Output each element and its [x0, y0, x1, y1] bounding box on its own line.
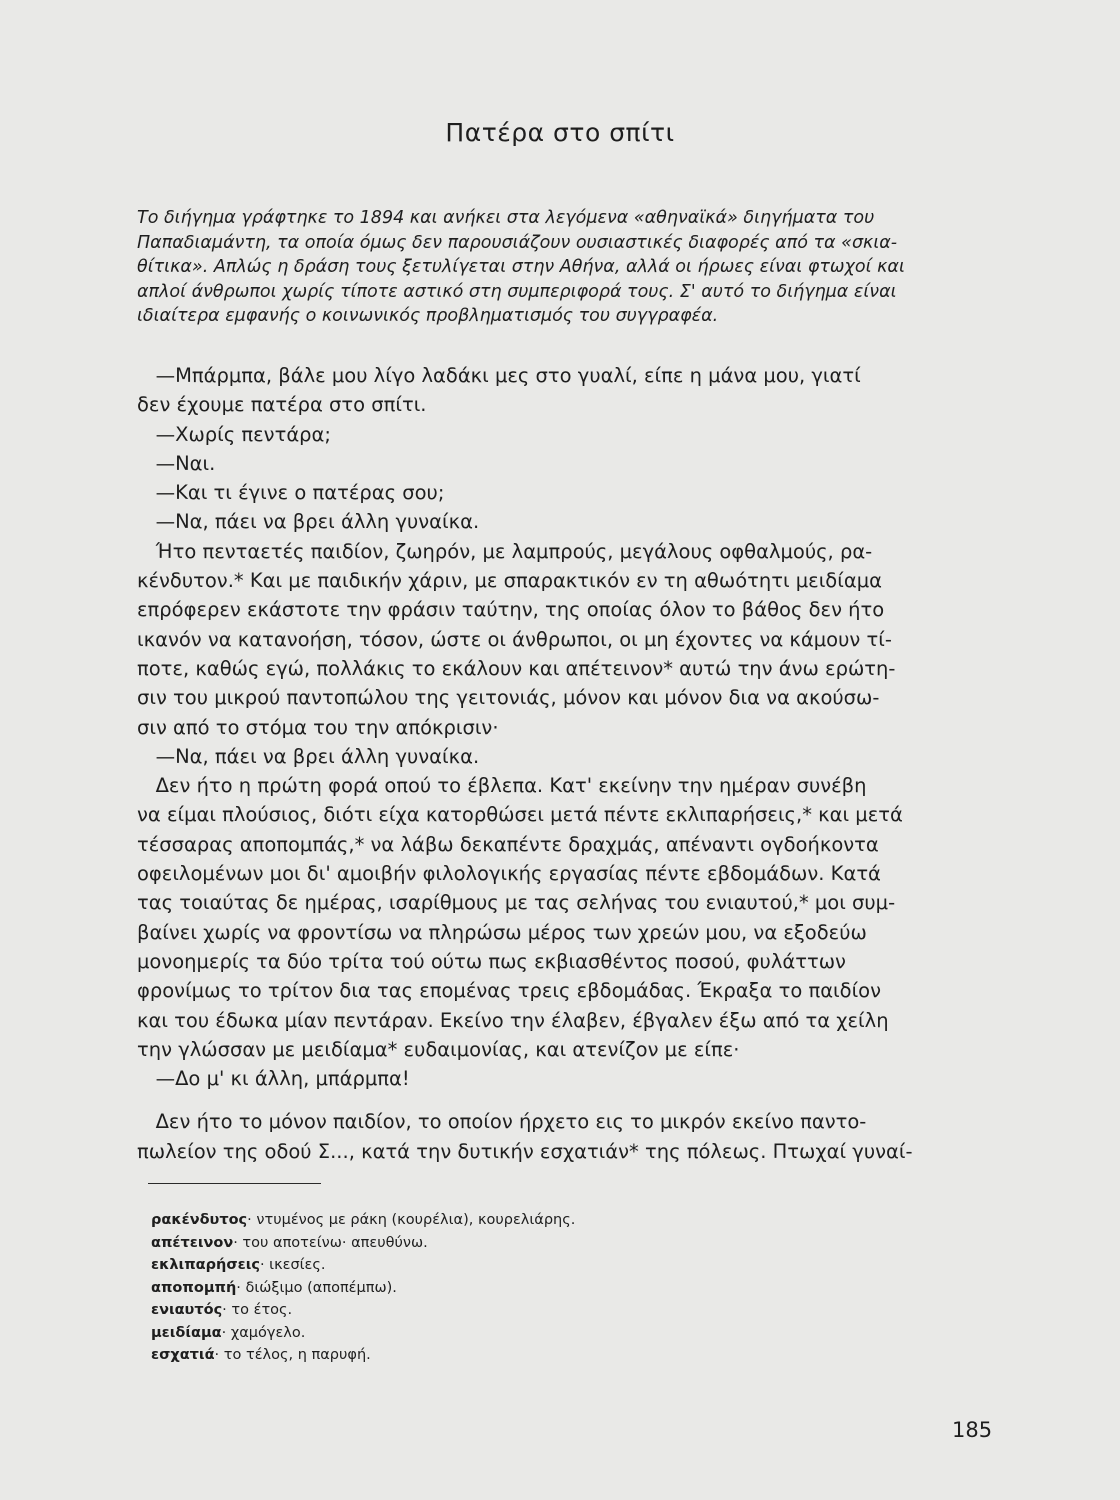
- footnote-term: ρακένδυτος: [151, 1212, 248, 1228]
- intro-line: θίτικα». Απλώς η δράση τους ξετυλίγεται στην Αθήνα, αλλά οι ήρωες είναι φτωχοί και: [137, 257, 905, 277]
- footnote-term: μειδίαμα: [151, 1324, 222, 1341]
- body-line: πωλείον της οδού Σ..., κατά την δυτικήν εσχατιάν* της πόλεως. Πτωχαί γυναί-: [137, 1139, 913, 1163]
- body-line: τας τοιαύτας δε ημέρας, ισαρίθμους με τας σελήνας του ενιαυτού,* μοι συμ-: [137, 891, 896, 915]
- footnote-item: [151, 1209, 575, 1232]
- body-line: Δεν ήτο η πρώτη φορά οπού το έβλεπα. Κατ' εκείνην την ημέραν συνέβη: [137, 774, 867, 798]
- footnote-divider: [148, 1183, 321, 1184]
- intro-line: Το διήγημα γράφτηκε το 1894 και ανήκει στα λεγόμενα «αθηναϊκά» διηγήματα του: [137, 208, 875, 228]
- footnote-term: ενιαυτός: [151, 1302, 223, 1318]
- intro-line: ιδιαίτερα εμφανής ο κοινωνικός προβληματισμός του συγγραφέα.: [137, 306, 719, 326]
- body-line: —Χωρίς πεντάρα;: [137, 422, 331, 446]
- story-body: [137, 361, 993, 1166]
- intro-line: απλοί άνθρωποι χωρίς τίποτε αστικό στη συμπεριφορά τους. Σ' αυτό το διήγημα είναι: [137, 281, 897, 302]
- body-line: —Μπάρμπα, βάλε μου λίγο λαδάκι μες στο γυαλί, είπε η μάνα μου, γιατί: [137, 364, 861, 387]
- paragraph-gap: [137, 1093, 993, 1107]
- footnote-definition: · χαμόγελο.: [221, 1324, 306, 1341]
- body-line: —Και τι έγινε ο πατέρας σου;: [137, 481, 445, 505]
- body-line: μονοημερίς τα δύο τρίτα τού ούτω πως εκβιασθέντος ποσού, φυλάττων: [137, 949, 846, 973]
- footnote-definition: · του αποτείνω· απευθύνω.: [233, 1234, 428, 1251]
- footnote-term: εσχατιά: [151, 1347, 215, 1363]
- body-line: σιν του μικρού παντοπώλου της γειτονιάς, μόνον και μόνον δια να ακούσω-: [137, 686, 880, 710]
- body-line: —Να, πάει να βρει άλλη γυναίκα.: [137, 510, 480, 534]
- footnote-item: [151, 1299, 575, 1322]
- body-line: κένδυτον.* Και με παιδικήν χάριν, με σπαρακτικόν εν τη αθωότητι μειδίαμα: [137, 569, 882, 593]
- body-line: και του έδωκα μίαν πεντάραν. Εκείνο την έλαβεν, έβγαλεν έξω από τα χείλη: [137, 1008, 889, 1032]
- footnote-term: εκλιπαρήσεις: [151, 1257, 260, 1273]
- story-title: Πατέρα στο σπίτι: [445, 118, 675, 147]
- body-line: οφειλομένων μοι δι' αμοιβήν φιλολογικής εργασίας πέντε εβδομάδων. Κατά: [137, 862, 881, 886]
- footnote-item: [151, 1322, 575, 1345]
- body-line: τέσσαρας αποπομπάς,* να λάβω δεκαπέντε δραχμάς, απέναντι ογδοήκοντα: [137, 832, 879, 856]
- footnote-definition: · ντυμένος με ράκη (κουρέλια), κουρελιάρης.: [247, 1212, 576, 1228]
- body-line: βαίνει χωρίς να φροντίσω να πληρώσω μέρος των χρεών μου, να εξοδεύω: [137, 920, 867, 944]
- body-line: —Να, πάει να βρει άλλη γυναίκα.: [137, 744, 480, 768]
- footnote-definition: · το έτος.: [222, 1302, 293, 1318]
- footnote-term: απέτεινον: [151, 1234, 234, 1251]
- body-line: ποτε, καθώς εγώ, πολλάκις το εκάλουν και απέτεινον* αυτώ την άνω ερώτη-: [137, 656, 896, 680]
- body-line: ικανόν να κατανοήση, τόσον, ώστε οι άνθρωποι, οι μη έχοντες να κάμουν τί-: [137, 627, 892, 651]
- footnote-definition: · διώξιμο (αποπέμπω).: [236, 1279, 397, 1296]
- body-line: την γλώσσαν με μειδίαμα* ευδαιμονίας, και ατενίζον με είπε·: [137, 1037, 740, 1061]
- body-line: δεν έχουμε πατέρα στο σπίτι.: [137, 393, 427, 417]
- body-line: —Ναι.: [137, 451, 216, 475]
- footnote-term: αποπομπή: [151, 1279, 237, 1296]
- intro-line: Παπαδιαμάντη, τα οποία όμως δεν παρουσιάζουν ουσιαστικές διαφορές από τα «σκια-: [137, 232, 898, 253]
- body-line: να είμαι πλούσιος, διότι είχα κατορθώσει μετά πέντε εκλιπαρήσεις,* και μετά: [137, 803, 903, 827]
- body-line: Δεν ήτο το μόνον παιδίον, το οποίον ήρχετο εις το μικρόν εκείνο παντο-: [137, 1110, 867, 1134]
- footnotes: [151, 1209, 575, 1367]
- footnote-item: [151, 1344, 575, 1367]
- page-number: 185: [952, 1418, 993, 1442]
- footnote-item: [151, 1254, 575, 1277]
- body-line: επρόφερεν εκάστοτε την φράσιν ταύτην, της οποίας όλον το βάθος δεν ήτο: [137, 598, 885, 622]
- body-line: φρονίμως το τρίτον δια τας επομένας τρεις εβδομάδας. Έκραξα το παιδίον: [137, 979, 881, 1003]
- footnote-definition: · το τέλος, η παρυφή.: [214, 1347, 371, 1363]
- body-line: σιν από το στόμα του την απόκρισιν·: [137, 715, 499, 739]
- footnote-item: [151, 1277, 575, 1300]
- intro-paragraph: [137, 206, 993, 329]
- footnote-item: [151, 1232, 575, 1255]
- body-line: —Δο μ' κι άλλη, μπάρμπα!: [137, 1067, 410, 1091]
- body-line: Ήτο πενταετές παιδίον, ζωηρόν, με λαμπρούς, μεγάλους οφθαλμούς, ρα-: [137, 539, 873, 563]
- footnote-definition: · ικεσίες.: [259, 1257, 326, 1273]
